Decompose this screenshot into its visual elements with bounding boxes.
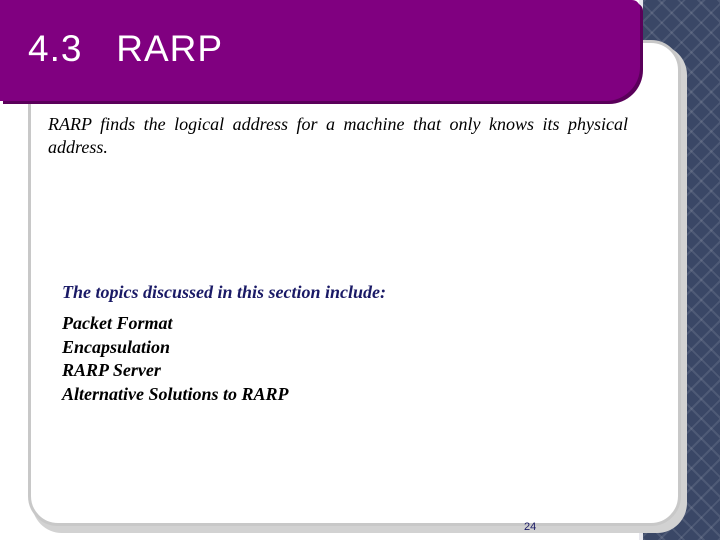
topics-list: [62, 312, 289, 406]
topic-item: Encapsulation: [62, 336, 171, 357]
topic-item: RARP Server: [62, 360, 161, 380]
topics-heading: The topics discussed in this section include:: [62, 282, 387, 302]
topic-item: Packet Format: [62, 313, 173, 333]
topic-item: Alternative Solutions to RARP: [62, 383, 289, 404]
page-number: 24: [524, 521, 537, 533]
slide-title: 4.3 RARP: [28, 28, 224, 69]
intro-paragraph: RARP finds the logical address for a machine that only knows its physical address.: [48, 114, 628, 157]
title-banner: [0, 0, 640, 101]
